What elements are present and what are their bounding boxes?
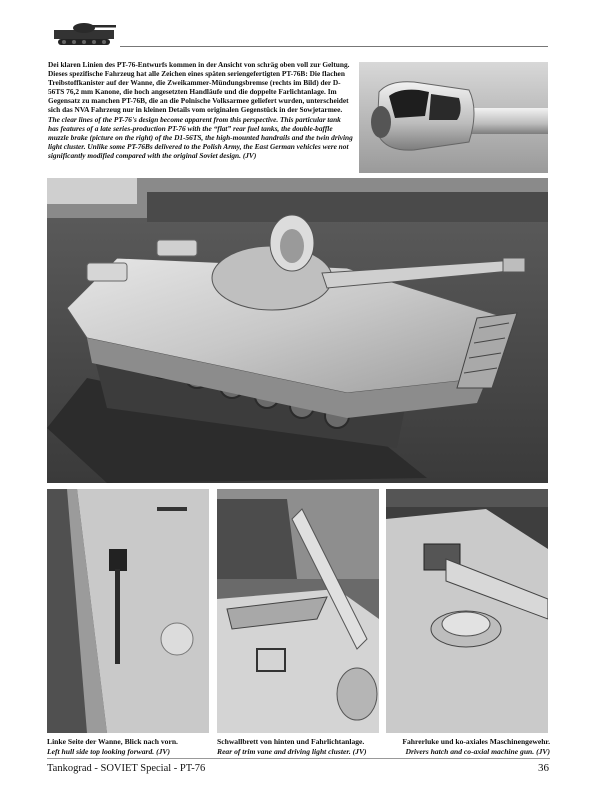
caption-german: Fahrerluke und ko-axiales Maschinengewehr. [402, 737, 550, 746]
caption-german: Linke Seite der Wanne, Blick nach vorn. [47, 737, 178, 746]
footer-rule [47, 758, 550, 759]
caption-english: Drivers hatch and co-axial machine gun. (JV) [405, 746, 550, 756]
intro-german: Dei klaren Linien des PT-76-Entwurfs kommen in der Ansicht von schräg oben voll zur Geltung. Dieses spezifische Fahrzeug hat alle Zeichen eines späten seriengefertigten PT-76B: Die flachen Treibstoffkanister auf der Wanne, die Zweikammer-Mündungsbremse (rechts im Bild) der D-56TS 76,2 mm Kanone, die hoch angesetzten Handläufe und die doppelte Farlichtanlage. Im Gegensatz zu manchen PT-76B, die an die Polnische Volksarmee geliefert wurden, unterscheidet sich das NVA Fahrzeug nur in kleinen Details vom originalen Gegenstück in der Sowjetarmee. [48, 60, 350, 115]
intro-english: The clear lines of the PT-76's design become apparent from this perspective. This particular tank has features of a late series-production PT-76 with the “flat” rear fuel tanks, the double-baffle muzzle brake (picture on the right) of the D1-56TS, the high-mounted handrails and the twin driving light cluster. Unlike some PT-76Bs delivered to the Polish Army, the East German vehicles were not significantly modified compared with the original Soviet design. (JV) [48, 114, 353, 160]
caption-trim-vane [217, 737, 387, 756]
caption-english: Left hull side top looking forward. (JV) [47, 746, 170, 756]
caption-english: Rear of trim vane and driving light cluster. (JV) [217, 746, 367, 756]
trim-vane-photo [217, 489, 379, 733]
intro-text [48, 60, 353, 160]
hull-side-photo [47, 489, 209, 733]
caption-drivers-hatch [382, 737, 550, 756]
caption-german: Schwallbrett von hinten und Fahrlichtanlage. [217, 737, 365, 746]
tank-logo [50, 12, 120, 48]
header-rule [120, 46, 548, 47]
muzzle-brake-photo [359, 62, 548, 173]
pt-76-main-photo [47, 178, 548, 483]
drivers-hatch-photo [386, 489, 548, 733]
footer-publication: Tankograd - SOVIET Special - PT-76 [47, 763, 206, 774]
page-number: 36 [538, 762, 549, 774]
tank-logo-icon [50, 12, 120, 48]
caption-hull-side [47, 737, 217, 756]
